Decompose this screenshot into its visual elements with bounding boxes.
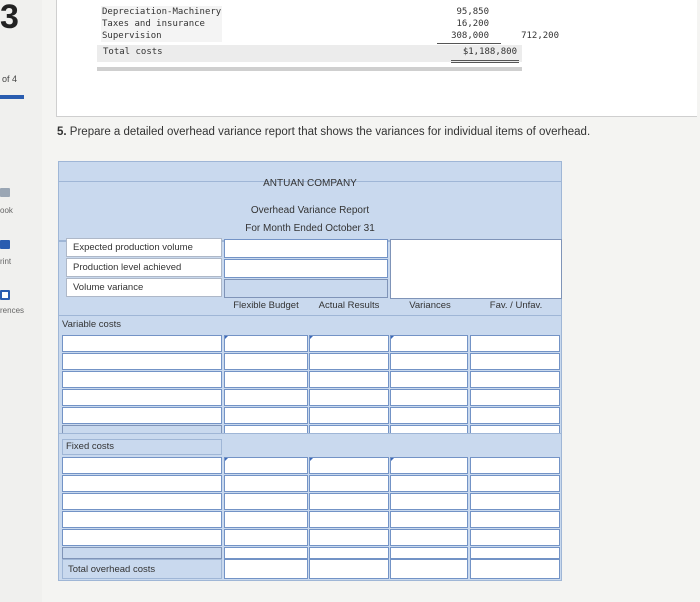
rail-item-book[interactable]: ook — [0, 206, 13, 215]
flexible-budget-input[interactable] — [224, 407, 308, 424]
prev-value: 95,850 — [456, 7, 489, 17]
flexible-budget-input[interactable] — [224, 475, 308, 492]
question-text — [57, 126, 677, 138]
fixed-item-input[interactable] — [62, 529, 222, 546]
total-fav-unfav-select[interactable] — [470, 559, 560, 579]
question-number: 5. — [57, 126, 67, 138]
prev-label: Depreciation-Machinery — [102, 7, 222, 17]
variance-input[interactable] — [390, 407, 468, 424]
fav-unfav-select[interactable] — [470, 353, 560, 370]
achieved-level-label: Production level achieved — [66, 258, 222, 277]
actual-results-input[interactable] — [309, 511, 389, 528]
total-overhead-label: Total overhead costs — [68, 564, 156, 575]
total-actual-results-input[interactable] — [309, 559, 389, 579]
fav-unfav-select[interactable] — [470, 389, 560, 406]
variable-costs-label: Variable costs — [62, 319, 121, 330]
edit-marker-icon — [225, 458, 228, 461]
fixed-item-input[interactable] — [62, 493, 222, 510]
actual-results-input[interactable] — [309, 335, 389, 352]
overhead-variance-report — [58, 161, 562, 581]
actual-results-input[interactable] — [309, 353, 389, 370]
edit-marker-icon — [310, 336, 313, 339]
flexible-budget-input[interactable] — [224, 493, 308, 510]
prev-label: Supervision — [101, 30, 222, 42]
variance-input[interactable] — [390, 457, 468, 474]
actual-results-input[interactable] — [309, 529, 389, 546]
column-flexible-budget: Flexible Budget — [233, 300, 299, 311]
flexible-budget-input[interactable] — [224, 529, 308, 546]
variance-input[interactable] — [390, 389, 468, 406]
variable-item-input[interactable] — [62, 407, 222, 424]
edit-marker-icon — [391, 458, 394, 461]
print-icon[interactable] — [0, 240, 10, 249]
fav-unfav-select[interactable] — [470, 529, 560, 546]
fixed-item-input[interactable] — [62, 457, 222, 474]
variance-input[interactable] — [390, 353, 468, 370]
prev-value: 308,000 — [451, 31, 489, 41]
flexible-budget-input[interactable] — [224, 547, 308, 559]
underline — [437, 43, 501, 44]
fav-unfav-select[interactable] — [470, 335, 560, 352]
fav-unfav-select[interactable] — [470, 511, 560, 528]
variance-input[interactable] — [390, 475, 468, 492]
actual-results-input[interactable] — [309, 547, 389, 559]
fav-unfav-select[interactable] — [470, 547, 560, 559]
report-period: For Month Ended October 31 — [245, 223, 375, 234]
fixed-costs-label: Fixed costs — [66, 441, 115, 452]
flexible-budget-input[interactable] — [224, 511, 308, 528]
prev-row-supervision — [101, 30, 559, 43]
variable-item-input[interactable] — [62, 335, 222, 352]
flexible-budget-input[interactable] — [224, 335, 308, 352]
variance-input[interactable] — [390, 529, 468, 546]
previous-question-panel — [56, 0, 697, 117]
flexible-budget-input[interactable] — [224, 457, 308, 474]
question-body: Prepare a detailed overhead variance report that shows the variances for individual items of overhead. — [69, 126, 591, 138]
fav-unfav-select[interactable] — [470, 475, 560, 492]
double-underline-2 — [451, 62, 519, 63]
actual-results-input[interactable] — [309, 407, 389, 424]
company-name: ANTUAN COMPANY — [263, 178, 357, 189]
column-fav-unfav: Fav. / Unfav. — [489, 300, 543, 311]
column-actual-results: Actual Results — [318, 300, 380, 311]
rail-item-references[interactable]: rences — [0, 306, 25, 315]
edit-marker-icon — [391, 336, 394, 339]
variable-item-input[interactable] — [62, 371, 222, 388]
report-title: Overhead Variance Report — [250, 205, 370, 216]
fav-unfav-select[interactable] — [470, 493, 560, 510]
page-of-label: of 4 — [2, 74, 18, 84]
variance-input[interactable] — [390, 511, 468, 528]
fixed-item-input[interactable] — [62, 511, 222, 528]
actual-results-input[interactable] — [309, 371, 389, 388]
flexible-budget-input[interactable] — [224, 353, 308, 370]
total-flexible-budget-input[interactable] — [224, 559, 308, 579]
total-costs-label: Total costs — [103, 47, 163, 57]
page-number: 3 — [0, 0, 19, 36]
prev-value: 16,200 — [456, 19, 489, 29]
edit-marker-icon — [310, 458, 313, 461]
flexible-budget-input[interactable] — [224, 371, 308, 388]
prev-subtotal: 712,200 — [521, 31, 559, 41]
flexible-budget-input[interactable] — [224, 389, 308, 406]
edit-marker-icon — [225, 336, 228, 339]
actual-results-input[interactable] — [309, 457, 389, 474]
total-variance-input[interactable] — [390, 559, 468, 579]
double-underline-1 — [451, 60, 519, 61]
fixed-total-label-cell — [62, 547, 222, 559]
rail-item-print[interactable]: rint — [0, 257, 12, 266]
variance-input[interactable] — [390, 493, 468, 510]
prev-label: Taxes and insurance — [101, 18, 222, 30]
actual-results-input[interactable] — [309, 475, 389, 492]
variance-input[interactable] — [390, 547, 468, 559]
variance-input[interactable] — [390, 335, 468, 352]
table-bottom-strip — [97, 67, 522, 71]
fixed-item-input[interactable] — [62, 475, 222, 492]
progress-bar — [0, 95, 24, 99]
info-blank-area — [390, 239, 562, 299]
book-icon[interactable] — [0, 188, 10, 197]
left-rail — [0, 0, 42, 602]
volume-variance-cell — [224, 279, 388, 298]
expected-volume-label: Expected production volume — [66, 238, 222, 257]
variable-item-input[interactable] — [62, 353, 222, 370]
total-costs-value: $1,188,800 — [462, 47, 517, 57]
fav-unfav-select[interactable] — [470, 371, 560, 388]
variable-item-input[interactable] — [62, 389, 222, 406]
actual-results-input[interactable] — [309, 493, 389, 510]
variance-input[interactable] — [390, 371, 468, 388]
fav-unfav-select[interactable] — [470, 457, 560, 474]
volume-variance-label: Volume variance — [66, 278, 222, 297]
actual-results-input[interactable] — [309, 389, 389, 406]
column-variances: Variances — [409, 300, 451, 311]
expected-volume-input[interactable] — [224, 239, 388, 258]
achieved-level-input[interactable] — [224, 259, 388, 278]
fav-unfav-select[interactable] — [470, 407, 560, 424]
references-icon[interactable] — [0, 290, 10, 300]
